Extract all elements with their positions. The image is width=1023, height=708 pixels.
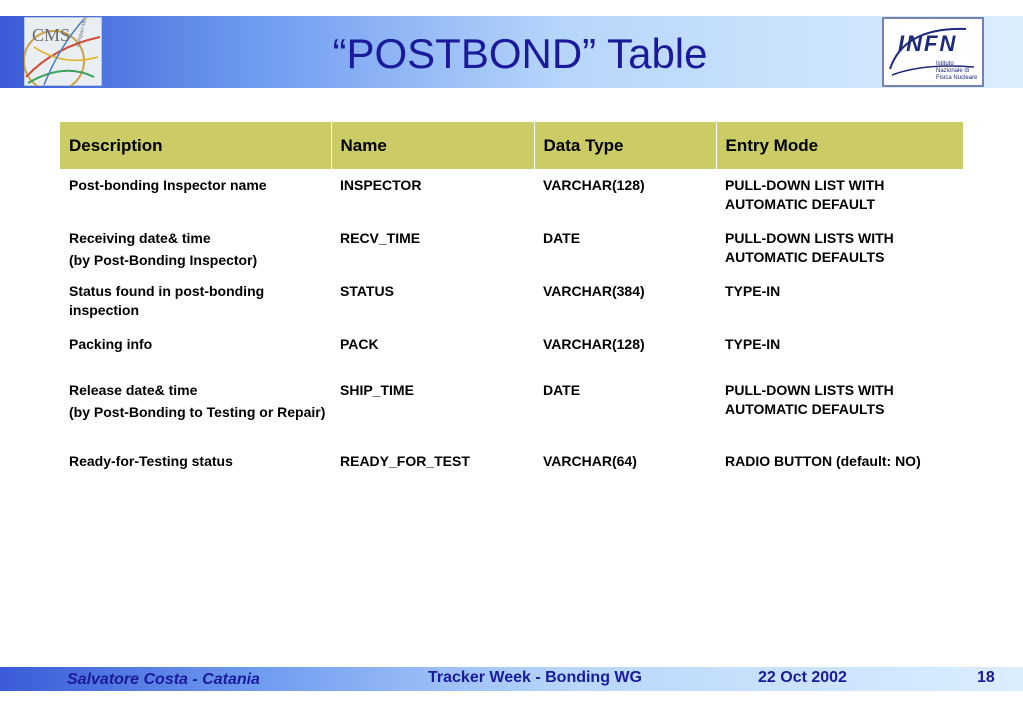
description-text: Release date& time (69, 382, 198, 398)
description-text: Post-bonding Inspector name (69, 177, 267, 193)
footer-author: Salvatore Costa - Catania (67, 671, 260, 688)
cell-description (60, 275, 331, 328)
cell-entry-mode: PULL-DOWN LISTS WITH AUTOMATIC DEFAULTS (725, 230, 894, 265)
column-header-description: Description (60, 122, 331, 169)
postbond-table (60, 122, 963, 481)
cms-logo (24, 17, 102, 86)
footer-page-number: 18 (977, 669, 995, 686)
cell-name: SHIP_TIME (340, 382, 414, 398)
cell-entry-mode: RADIO BUTTON (default: NO) (725, 453, 921, 469)
cell-entry-mode: PULL-DOWN LISTS WITH AUTOMATIC DEFAULTS (725, 382, 894, 417)
description-subtext: (by Post-Bonding Inspector) (69, 252, 258, 268)
cell-description (60, 222, 331, 275)
column-header-entry-mode: Entry Mode (716, 122, 963, 169)
column-header-data-type: Data Type (534, 122, 716, 169)
cms-logo-text: CMS (32, 25, 71, 45)
slide-title: “POSTBOND” Table (332, 30, 708, 77)
description-text: Packing info (69, 336, 153, 352)
table-row (60, 169, 963, 222)
column-header-name: Name (331, 122, 534, 169)
cell-description (60, 169, 331, 222)
cell-data-type: DATE (543, 382, 581, 398)
cell-name: INSPECTOR (340, 177, 422, 193)
description-text: Receiving date& time (69, 230, 211, 246)
cell-name: RECV_TIME (340, 230, 421, 246)
cell-description (60, 374, 331, 445)
cell-data-type: VARCHAR(384) (543, 283, 645, 299)
description-subtext: (by Post-Bonding to Testing or Repair) (69, 404, 326, 420)
cell-data-type: VARCHAR(128) (543, 177, 645, 193)
cell-data-type: DATE (543, 230, 581, 246)
infn-logo-subtext: Istituto Nazionale di Fisica Nucleare (936, 61, 978, 81)
footer-date: 22 Oct 2002 (758, 669, 847, 686)
footer-event: Tracker Week - Bonding WG (428, 669, 642, 686)
description-text: Ready-for-Testing status (69, 453, 233, 469)
table-header-row (60, 122, 963, 169)
table-row (60, 445, 963, 481)
cell-entry-mode: PULL-DOWN LIST WITH AUTOMATIC DEFAULT (725, 177, 885, 212)
cell-name: STATUS (340, 283, 394, 299)
infn-logo (882, 17, 984, 87)
cell-data-type: VARCHAR(64) (543, 453, 637, 469)
table-row (60, 328, 963, 374)
infn-logo-text: INFN (898, 31, 958, 56)
cell-name: PACK (340, 336, 379, 352)
cell-description (60, 328, 331, 374)
cell-entry-mode: TYPE-IN (725, 336, 781, 352)
table-row (60, 275, 963, 328)
description-text: Status found in post-bonding inspection (69, 283, 265, 318)
cell-description (60, 445, 331, 481)
table-row (60, 222, 963, 275)
table-row (60, 374, 963, 445)
cell-name: READY_FOR_TEST (340, 453, 470, 469)
cell-data-type: VARCHAR(128) (543, 336, 645, 352)
cell-entry-mode: TYPE-IN (725, 283, 781, 299)
